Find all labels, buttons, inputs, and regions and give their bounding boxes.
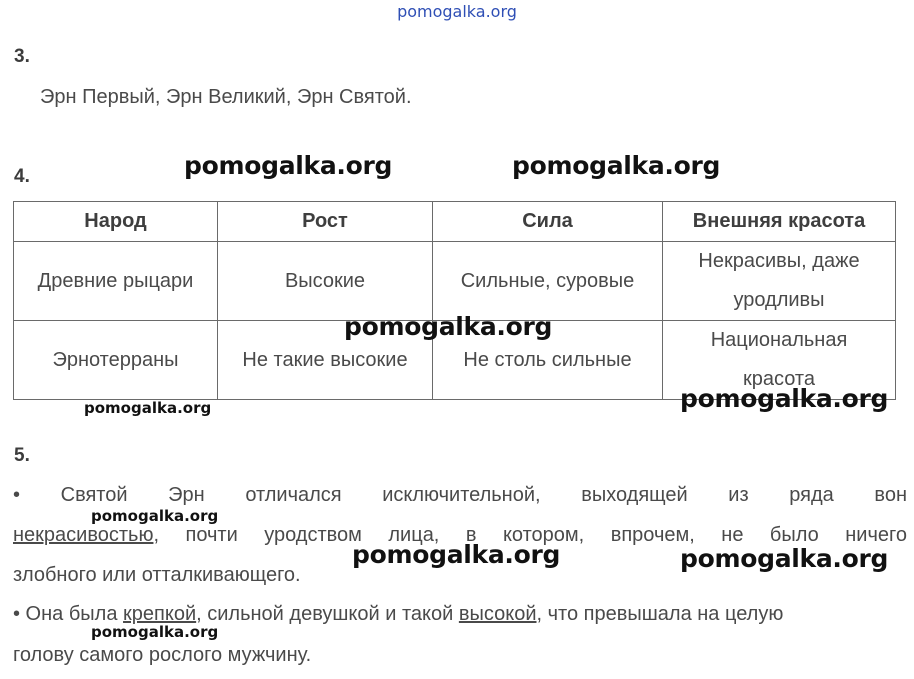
table-cell: Эрнотерраны: [14, 321, 218, 400]
table-cell: Национальная красота: [663, 321, 896, 400]
para2-text: , что превышала на целую: [536, 603, 784, 625]
watermark: pomogalka.org: [91, 507, 219, 525]
para2-text: , сильной девушкой и такой: [196, 603, 459, 625]
watermark: pomogalka.org: [84, 399, 212, 417]
table-cell: Некрасивы, даже уродливы: [663, 242, 896, 321]
section-5-number: 5.: [14, 445, 30, 466]
header-cell: Народ: [14, 202, 218, 242]
underlined-word: некрасивостью: [13, 524, 154, 546]
para1-line1-text: • Святой Эрн отличался исключительной, выходящей из ряда вон: [13, 484, 907, 506]
watermark: pomogalka.org: [344, 312, 553, 341]
underlined-word: крепкой: [123, 603, 197, 625]
watermark: pomogalka.org: [352, 540, 561, 569]
watermark: pomogalka.org: [91, 623, 219, 641]
header-cell: Сила: [433, 202, 663, 242]
header-cell: Внешняя красота: [663, 202, 896, 242]
table-row: [14, 242, 896, 321]
watermark: pomogalka.org: [680, 384, 889, 413]
table-cell: Высокие: [218, 242, 433, 321]
para1-line3-text: злобного или отталкивающего.: [13, 564, 301, 586]
section-3-answer: Эрн Первый, Эрн Великий, Эрн Святой.: [40, 86, 412, 108]
underlined-word: высокой: [458, 603, 537, 625]
section-4-number: 4.: [14, 166, 30, 187]
table-cell: Не такие высокие: [218, 321, 433, 400]
para2-line2-text: голову самого рослого мужчину.: [13, 644, 312, 666]
header-cell: Рост: [218, 202, 433, 242]
header-watermark: pomogalka.org: [397, 2, 517, 21]
watermark: pomogalka.org: [512, 151, 721, 180]
table-cell: Сильные, суровые: [433, 242, 663, 321]
watermark: pomogalka.org: [680, 544, 889, 573]
watermark: pomogalka.org: [184, 151, 393, 180]
para2-text: • Она была: [13, 603, 124, 625]
para1-line2-text: , почти уродством лица, в котором, впрочем, не было ничего: [153, 524, 907, 546]
table-cell: Древние рыцари: [14, 242, 218, 321]
section-5-para2-line2: [13, 635, 907, 675]
table-cell: Не столь сильные: [433, 321, 663, 400]
comparison-table: [13, 201, 896, 400]
section-3-number: 3.: [14, 46, 30, 67]
table-header-row: [14, 202, 896, 242]
